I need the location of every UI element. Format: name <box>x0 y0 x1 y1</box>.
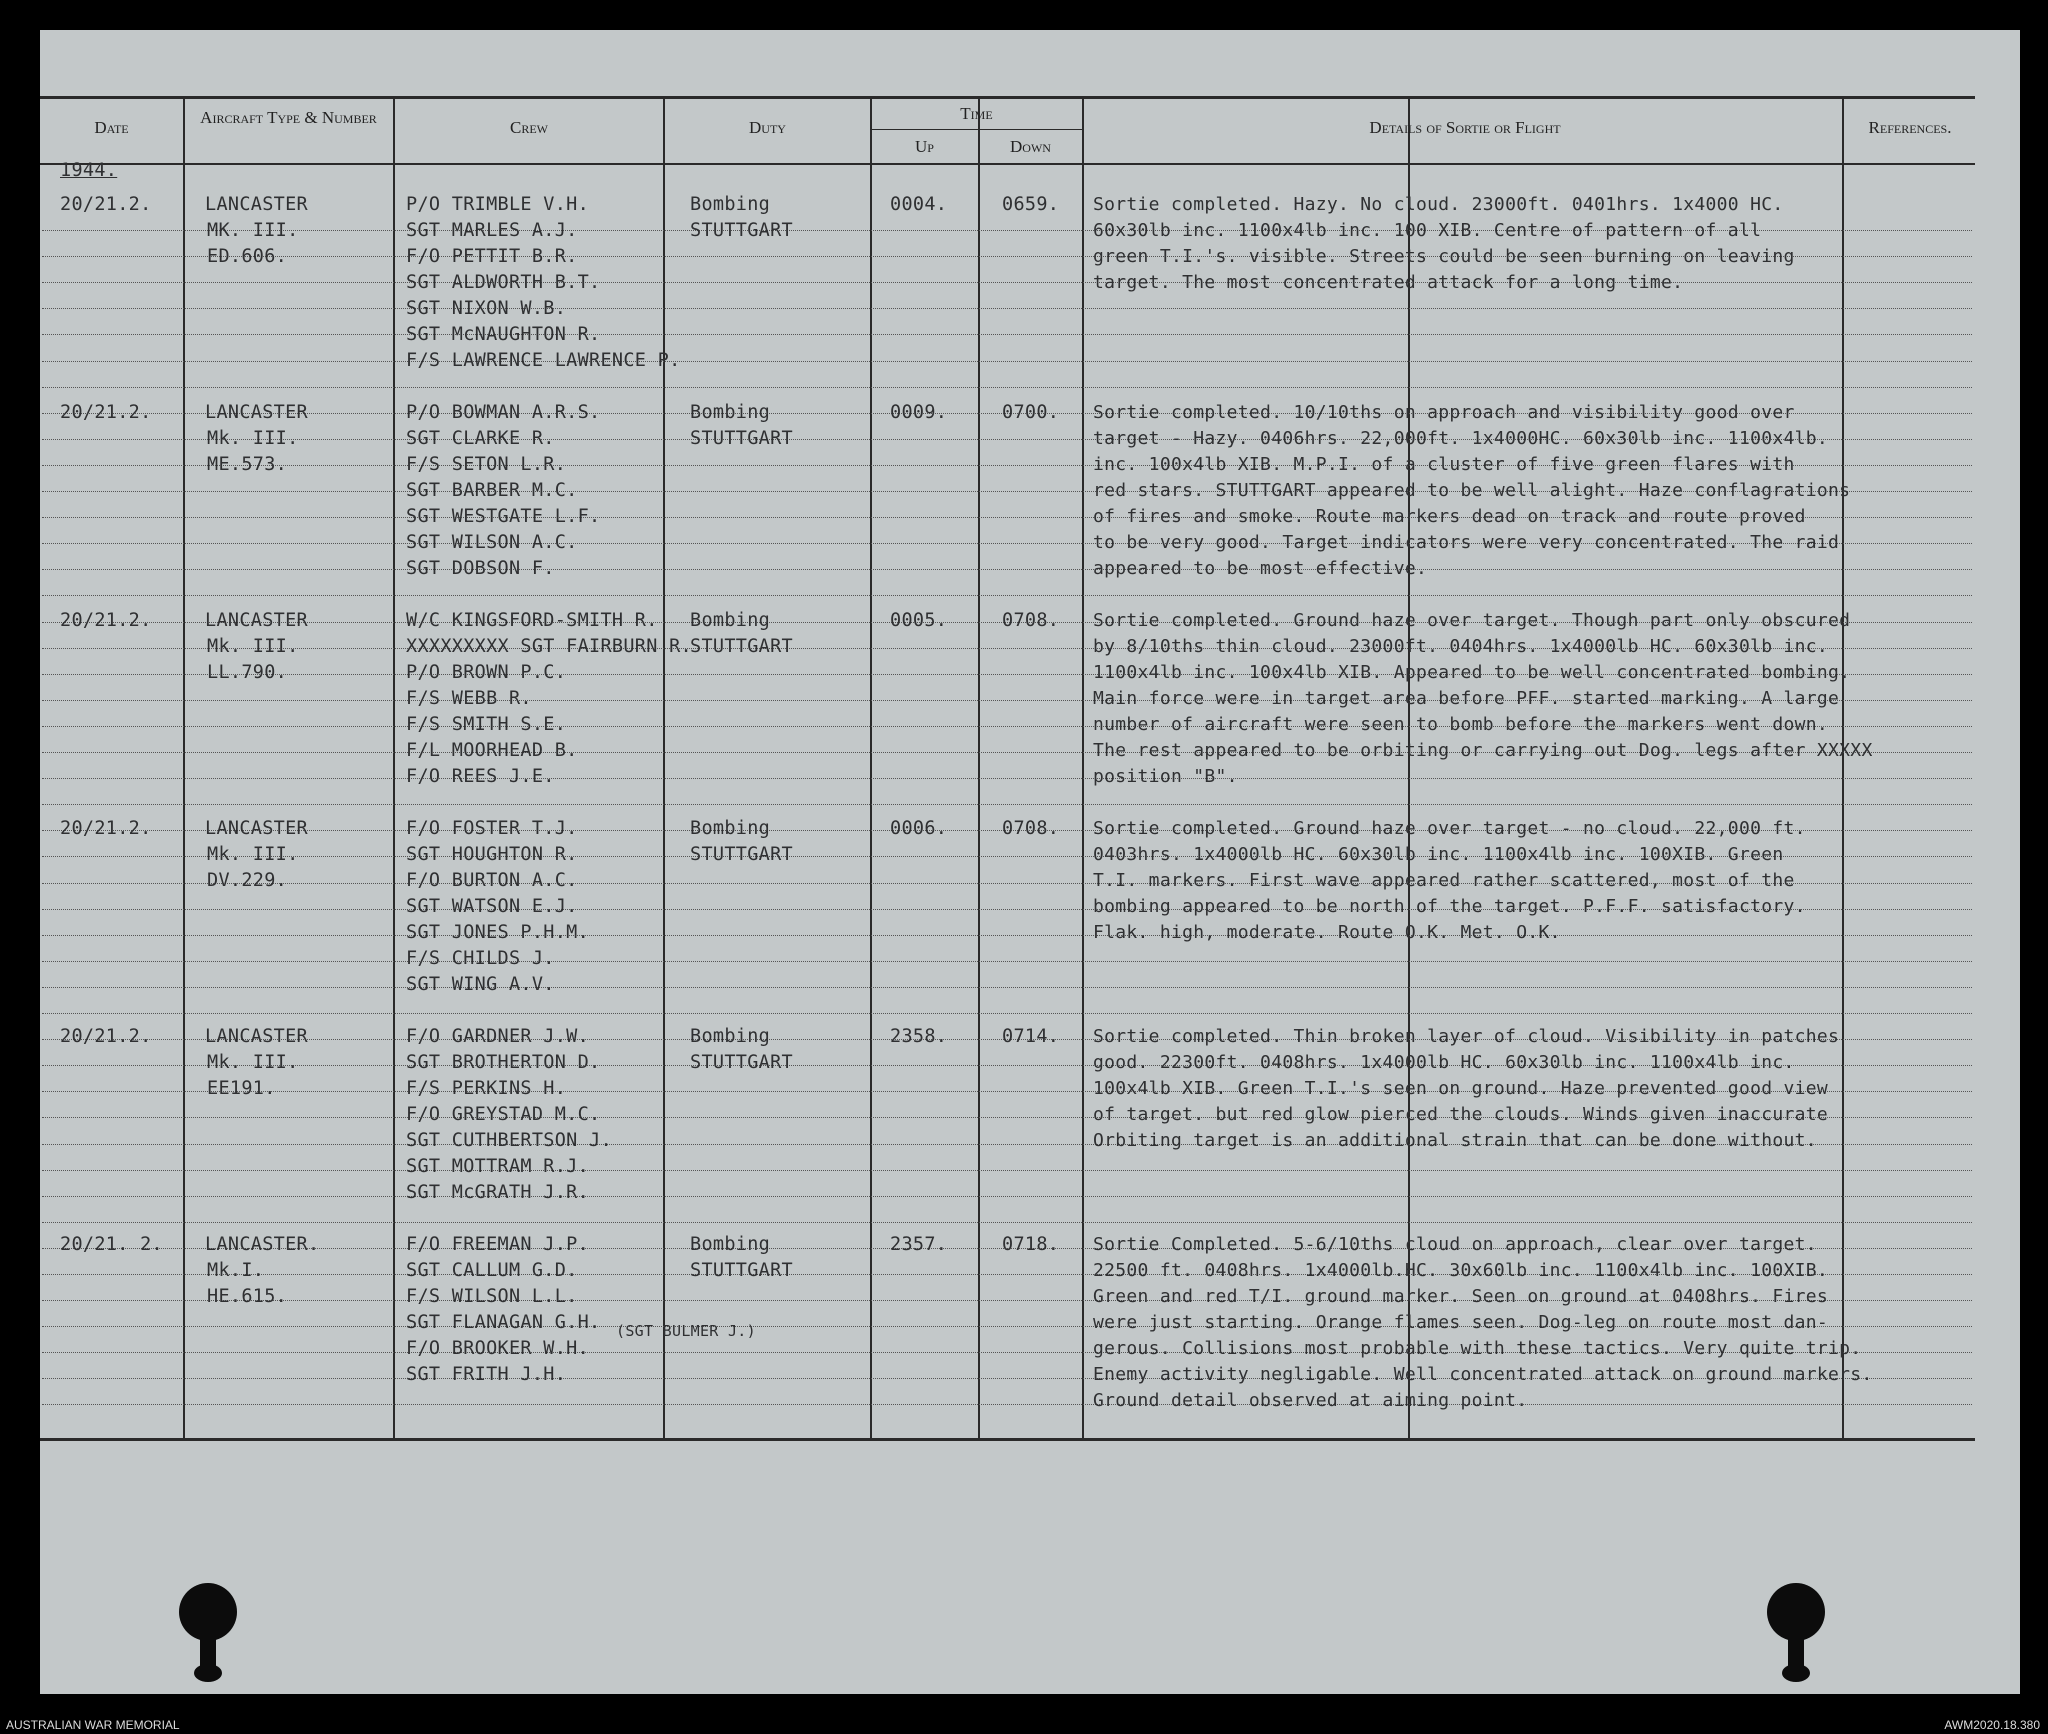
crew-member: SGT CALLUM G.D. <box>406 1260 578 1281</box>
crew-member: F/S WEBB R. <box>406 688 532 709</box>
entry-date: 20/21.2. <box>60 194 152 215</box>
details-line: 0403hrs. 1x4000lb HC. 60x30lb inc. 1100x4lb inc. 100XIB. Green <box>1093 844 1784 865</box>
ruling-line <box>42 1013 1972 1014</box>
crew-member: F/O REES J.E. <box>406 766 555 787</box>
ruling-line <box>42 1170 1972 1171</box>
details-line: position "B". <box>1093 766 1238 787</box>
duty-line: STUTTGART <box>690 220 793 241</box>
details-line: bombing appeared to be north of the target. P.F.F. satisfactory. <box>1093 896 1806 917</box>
aircraft-line: LANCASTER. <box>205 1234 320 1255</box>
table-bottom-rule <box>40 1438 1975 1441</box>
ruling-line <box>42 361 1972 362</box>
crew-member: SGT McGRATH J.R. <box>406 1182 590 1203</box>
crew-member: SGT BARBER M.C. <box>406 480 578 501</box>
crew-member: SGT JONES P.H.M. <box>406 922 590 943</box>
ruling-line <box>42 778 1972 779</box>
crew-member: F/S CHILDS J. <box>406 948 555 969</box>
time-up: 0006. <box>890 818 948 839</box>
details-line: Sortie completed. Hazy. No cloud. 23000ft. 0401hrs. 1x4000 HC. <box>1093 194 1784 215</box>
crew-member: W/C KINGSFORD-SMITH R. <box>406 610 658 631</box>
time-subheader-rule <box>870 129 1082 130</box>
details-line: 60x30lb inc. 1100x4lb inc. 100 XIB. Centre of pattern of all <box>1093 220 1762 241</box>
ruling-line <box>42 804 1972 805</box>
crew-member: F/O FREEMAN J.P. <box>406 1234 590 1255</box>
details-line: inc. 100x4lb XIB. M.P.I. of a cluster of five green flares with <box>1093 454 1795 475</box>
duty-line: STUTTGART <box>690 1260 793 1281</box>
duty-line: STUTTGART <box>690 844 793 865</box>
aircraft-line: LANCASTER <box>205 402 308 423</box>
aircraft-line: Mk. III. <box>207 844 299 865</box>
time-down: 0708. <box>1002 818 1060 839</box>
crew-note: (SGT BULMER J.) <box>616 1322 756 1340</box>
header-details: Details of Sortie or Flight <box>1369 118 1561 137</box>
aircraft-line: LANCASTER <box>205 194 308 215</box>
crew-member: SGT McNAUGHTON R. <box>406 324 601 345</box>
aircraft-line: Mk. III. <box>207 428 299 449</box>
details-line: to be very good. Target indicators were very concentrated. The raid <box>1093 532 1840 553</box>
year-label: 1944. <box>60 160 118 181</box>
details-line: Flak. high, moderate. Route O.K. Met. O.K. <box>1093 922 1561 943</box>
ruling-line <box>42 961 1972 962</box>
header-references: References. <box>1868 118 1952 137</box>
entry-date: 20/21.2. <box>60 610 152 631</box>
duty-line: Bombing <box>690 818 771 839</box>
binder-hole-foot <box>194 1664 222 1682</box>
binder-hole-foot <box>1782 1664 1810 1682</box>
crew-member: SGT CLARKE R. <box>406 428 555 449</box>
crew-member: F/S WILSON L.L. <box>406 1286 578 1307</box>
header-time: Time <box>960 104 993 123</box>
header-crew: Crew <box>510 118 548 137</box>
details-line: Main force were in target area before PFF. started marking. A large <box>1093 688 1840 709</box>
details-line: Ground detail observed at aiming point. <box>1093 1390 1528 1411</box>
details-line: red stars. STUTTGART appeared to be well alight. Haze conflagrations <box>1093 480 1851 501</box>
details-line: Enemy activity negligable. Well concentrated attack on ground markers. <box>1093 1364 1873 1385</box>
crew-member: SGT DOBSON F. <box>406 558 555 579</box>
header-time-up: Up <box>915 137 934 156</box>
column-divider <box>978 97 980 1439</box>
crew-member: SGT NIXON W.B. <box>406 298 567 319</box>
crew-member: F/O BROOKER W.H. <box>406 1338 590 1359</box>
crew-member: SGT HOUGHTON R. <box>406 844 578 865</box>
footer-source: AUSTRALIAN WAR MEMORIAL <box>6 1718 180 1732</box>
details-line: Sortie completed. Thin broken layer of cloud. Visibility in patches <box>1093 1026 1840 1047</box>
ruling-line <box>42 334 1972 335</box>
duty-line: STUTTGART <box>690 1052 793 1073</box>
details-line: appeared to be most effective. <box>1093 558 1428 579</box>
entry-date: 20/21.2. <box>60 818 152 839</box>
details-line: 22500 ft. 0408hrs. 1x4000lb.HC. 30x60lb inc. 1100x4lb inc. 100XIB. <box>1093 1260 1829 1281</box>
details-line: Sortie completed. Ground haze over target. Though part only obscured <box>1093 610 1851 631</box>
details-line: were just starting. Orange flames seen. Dog-leg on route most dan- <box>1093 1312 1829 1333</box>
details-line: target. The most concentrated attack for a long time. <box>1093 272 1684 293</box>
time-up: 0009. <box>890 402 948 423</box>
time-down: 0718. <box>1002 1234 1060 1255</box>
aircraft-line: ED.606. <box>207 246 288 267</box>
aircraft-line: EE191. <box>207 1078 276 1099</box>
crew-member: F/S PERKINS H. <box>406 1078 567 1099</box>
column-divider <box>1842 97 1844 1439</box>
crew-member: SGT BROTHERTON D. <box>406 1052 601 1073</box>
crew-member: F/O FOSTER T.J. <box>406 818 578 839</box>
aircraft-line: LANCASTER <box>205 818 308 839</box>
crew-member: F/O BURTON A.C. <box>406 870 578 891</box>
ruling-line <box>42 1404 1972 1405</box>
details-line: Sortie completed. Ground haze over target - no cloud. 22,000 ft. <box>1093 818 1806 839</box>
aircraft-line: HE.615. <box>207 1286 288 1307</box>
crew-member: F/O GARDNER J.W. <box>406 1026 590 1047</box>
entry-date: 20/21. 2. <box>60 1234 163 1255</box>
header-bottom-rule <box>40 163 1975 165</box>
duty-line: Bombing <box>690 402 771 423</box>
duty-line: Bombing <box>690 1234 771 1255</box>
crew-member: F/O PETTIT B.R. <box>406 246 578 267</box>
details-line: of target. but red glow pierced the clouds. Winds given inaccurate <box>1093 1104 1829 1125</box>
duty-line: STUTTGART <box>690 428 793 449</box>
time-up: 2357. <box>890 1234 948 1255</box>
crew-member: P/O TRIMBLE V.H. <box>406 194 590 215</box>
crew-member: SGT MARLES A.J. <box>406 220 578 241</box>
entry-date: 20/21.2. <box>60 1026 152 1047</box>
header-aircraft: Aircraft Type & Number <box>200 108 377 127</box>
details-line: Sortie completed. 10/10ths on approach and visibility good over <box>1093 402 1795 423</box>
crew-member: P/O BOWMAN A.R.S. <box>406 402 601 423</box>
details-line: Sortie Completed. 5-6/10ths cloud on approach, clear over target. <box>1093 1234 1817 1255</box>
ruling-line <box>42 1196 1972 1197</box>
ruling-line <box>42 1222 1972 1223</box>
column-divider <box>183 97 185 1439</box>
details-line: 100x4lb XIB. Green T.I.'s seen on ground. Haze prevented good view <box>1093 1078 1829 1099</box>
crew-member: SGT WILSON A.C. <box>406 532 578 553</box>
footer-reference: AWM2020.18.380 <box>1944 1718 2040 1732</box>
details-line: Orbiting target is an additional strain that can be done without. <box>1093 1130 1817 1151</box>
aircraft-line: Mk.I. <box>207 1260 265 1281</box>
crew-member: SGT WING A.V. <box>406 974 555 995</box>
duty-line: Bombing <box>690 194 771 215</box>
aircraft-line: DV.229. <box>207 870 288 891</box>
entry-date: 20/21.2. <box>60 402 152 423</box>
time-up: 0004. <box>890 194 948 215</box>
details-line: The rest appeared to be orbiting or carrying out Dog. legs after XXXXX <box>1093 740 1873 761</box>
crew-member: F/S SMITH S.E. <box>406 714 567 735</box>
crew-member: F/O GREYSTAD M.C. <box>406 1104 601 1125</box>
header-time-down: Down <box>1010 137 1051 156</box>
crew-member: P/O BROWN P.C. <box>406 662 567 683</box>
table-top-rule <box>40 96 1975 99</box>
time-down: 0714. <box>1002 1026 1060 1047</box>
column-divider <box>393 97 395 1439</box>
crew-member: SGT WATSON E.J. <box>406 896 578 917</box>
column-divider <box>663 97 665 1439</box>
time-up: 0005. <box>890 610 948 631</box>
column-divider <box>870 97 872 1439</box>
aircraft-line: Mk. III. <box>207 1052 299 1073</box>
details-line: green T.I.'s. visible. Streets could be seen burning on leaving <box>1093 246 1795 267</box>
details-line: good. 22300ft. 0408hrs. 1x4000lb HC. 60x30lb inc. 1100x4lb inc. <box>1093 1052 1795 1073</box>
details-line: gerous. Collisions most probable with these tactics. Very quite trip. <box>1093 1338 1862 1359</box>
details-line: Green and red T/I. ground marker. Seen on ground at 0408hrs. Fires <box>1093 1286 1829 1307</box>
crew-member: F/S SETON L.R. <box>406 454 567 475</box>
duty-line: Bombing <box>690 610 771 631</box>
time-down: 0700. <box>1002 402 1060 423</box>
crew-member: SGT ALDWORTH B.T. <box>406 272 601 293</box>
column-divider <box>1082 97 1084 1439</box>
details-line: T.I. markers. First wave appeared rather scattered, most of the <box>1093 870 1795 891</box>
time-down: 0659. <box>1002 194 1060 215</box>
details-line: by 8/10ths thin cloud. 23000ft. 0404hrs. 1x4000lb HC. 60x30lb inc. <box>1093 636 1829 657</box>
crew-member: SGT FRITH J.H. <box>406 1364 567 1385</box>
ruling-line <box>42 935 1972 936</box>
header-date: Date <box>94 118 129 137</box>
ruling-line <box>42 569 1972 570</box>
time-down: 0708. <box>1002 610 1060 631</box>
crew-member: F/S LAWRENCE LAWRENCE P. <box>406 350 681 371</box>
ruling-line <box>42 595 1972 596</box>
duty-line: Bombing <box>690 1026 771 1047</box>
header-duty: Duty <box>749 118 786 137</box>
aircraft-line: LANCASTER <box>205 610 308 631</box>
details-line: target - Hazy. 0406hrs. 22,000ft. 1x4000HC. 60x30lb inc. 1100x4lb. <box>1093 428 1829 449</box>
ruling-line <box>42 987 1972 988</box>
crew-member: SGT MOTTRAM R.J. <box>406 1156 590 1177</box>
aircraft-line: Mk. III. <box>207 636 299 657</box>
details-line: 1100x4lb inc. 100x4lb XIB. Appeared to be well concentrated bombing. <box>1093 662 1851 683</box>
time-up: 2358. <box>890 1026 948 1047</box>
crew-member: SGT WESTGATE L.F. <box>406 506 601 527</box>
crew-member: F/L MOORHEAD B. <box>406 740 578 761</box>
duty-line: STUTTGART <box>690 636 793 657</box>
crew-member: SGT FLANAGAN G.H. <box>406 1312 601 1333</box>
ruling-line <box>42 308 1972 309</box>
details-line: number of aircraft were seen to bomb before the markers went down. <box>1093 714 1829 735</box>
crew-member: SGT CUTHBERTSON J. <box>406 1130 612 1151</box>
aircraft-line: ME.573. <box>207 454 288 475</box>
ruling-line <box>42 387 1972 388</box>
aircraft-line: LANCASTER <box>205 1026 308 1047</box>
crew-member: XXXXXXXXX SGT FAIRBURN R. <box>406 636 692 657</box>
details-line: of fires and smoke. Route markers dead on track and route proved <box>1093 506 1806 527</box>
aircraft-line: LL.790. <box>207 662 288 683</box>
aircraft-line: MK. III. <box>207 220 299 241</box>
